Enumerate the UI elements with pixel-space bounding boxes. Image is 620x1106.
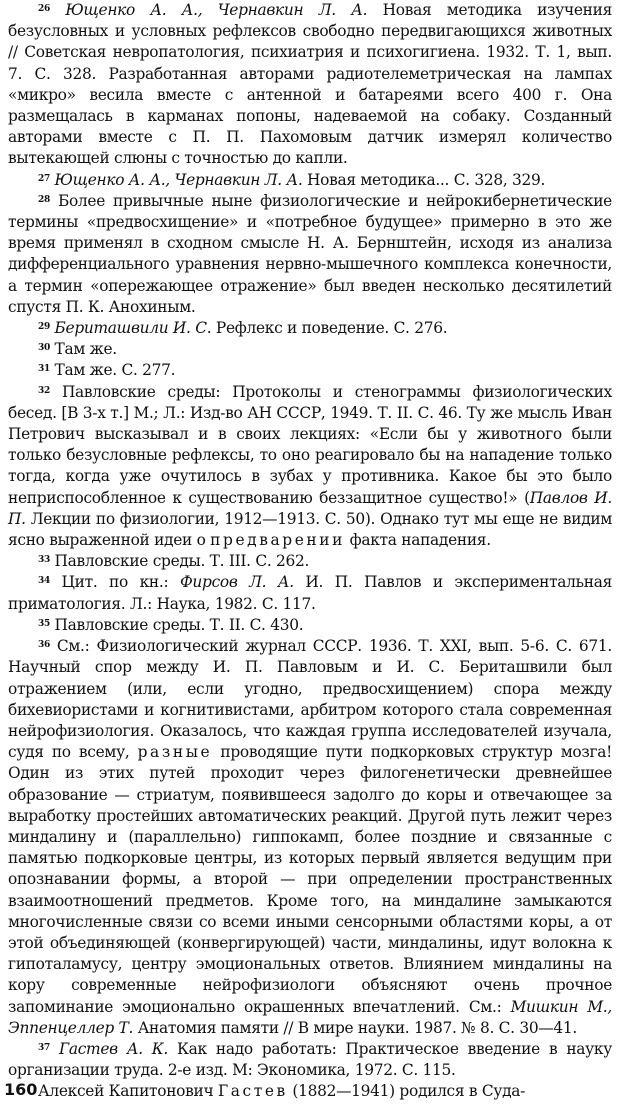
footnote-text: проводящие пути подкорковых структур мозга! Один из этих путей проходит через филогенетически древнейшее образование — стриатум, появившееся задолго до коры и отвечающее за выработку простейших автоматических реакций. Другой путь лежит через миндалину и (параллельно) гиппокамп, более поздние и связанные с памятью подкорковые центры, из которых первый является ведущим при опознавании формы, а второй — при определении пространственных взаимоотношений предметов. Кроме того, на миндалине замыкаются многочисленные связи со всеми иными сенсорными областями коры, а от этой объединяющей (конвергирующей) части, миндалины, идут волокна к гипоталамусу, центру эмоциональных ответов. Влиянием миндалины на кору современные нейрофизиологи объясняют очень прочное запоминание эмоционально окрашенных впечатлений. См.: (8, 743, 613, 1016)
footnote-author: Павлов И. П. (8, 488, 612, 528)
footnote-number: 30 (38, 343, 50, 354)
footnote-26 (8, 0, 612, 170)
footnote-text: Анатомия памяти // В мире науки. 1987. № 8. С. 30—41. (133, 1018, 577, 1037)
footnote-29 (8, 318, 612, 339)
footnote-text: Более привычные ныне физиологические и нейрокибернетические термины «предвосхищение» и «потребное будущее» примерно в это же время применял в сходном смысле Н. А. Бернштейн, исходя из анализа дифференциального уравнения нервно-мышечного комплекса конечности, а термин «опережающее отражение» был введен несколько десятилетий спустя П. К. Анохиным. (8, 191, 612, 316)
footnote-34 (8, 572, 612, 614)
footnote-author: Гастев А. К. (58, 1039, 169, 1058)
footnote-text: факта нападения. (345, 531, 491, 550)
footnote-text: Лекции по физиологии, 1912—1913. С. 50). Однако тут мы еще не видим ясно выраженной идеи о (8, 509, 612, 550)
footnote-number: 36 (38, 640, 50, 651)
footnote-number: 37 (38, 1042, 50, 1053)
paragraph-text: (1882—1941) родился в Суда- (287, 1082, 526, 1101)
footnote-28 (8, 191, 612, 318)
final-paragraph (8, 1081, 612, 1102)
page-number: 160 (4, 1080, 38, 1099)
footnote-number: 29 (38, 322, 50, 333)
footnote-32 (8, 382, 612, 552)
footnote-number: 27 (38, 173, 50, 184)
footnote-text: Там же. (49, 340, 117, 359)
footnote-text: Павловские среды. Т. III. С. 262. (49, 552, 310, 571)
footnote-text: Новая методика... С. 328, 329. (302, 170, 546, 189)
footnote-author: Мишкин М., Эппенцеллер Т. (8, 997, 612, 1037)
footnote-number: 28 (38, 194, 50, 205)
footnote-33 (8, 551, 612, 572)
footnote-author: Ющенко А. А., Чернавкин Л. А. (65, 1, 368, 19)
paragraph-text: Алексей Капитонович (38, 1082, 218, 1101)
footnote-text: Цит. по кн.: (49, 573, 180, 592)
footnote-27 (8, 170, 612, 191)
footnote-text: И. П. Павлов и экспериментальная приматология. Л.: Наука, 1982. С. 117. (8, 573, 612, 613)
footnote-text: Как надо работать: Практическое введение в науку организации труда. 2-е изд. М: Экономика, 1972. С. 115. (8, 1039, 612, 1080)
footnote-text: См.: Физиологический журнал СССР. 1936. Т. XXI, вып. 5-6. С. 671. Научный спор между И. П. Павловым и И. С. Бериташвили был отражением (или, если угодно, предвосхищением) спора между бихевиористами и когнитивистами, арбитром которого стала современная нейрофизиология. Оказалось, что каждая группа исследователей изучала, судя по всему, (8, 637, 612, 762)
footnote-text: Там же. С. 277. (49, 361, 176, 380)
spaced-emphasis: разные (137, 743, 213, 762)
footnote-37 (8, 1039, 612, 1081)
spaced-emphasis: предварении (210, 531, 346, 550)
footnote-number: 35 (38, 618, 50, 629)
footnote-text: Новая методика изучения безусловных и условных рефлексов свободно передвигающихся животных // Советская невропатология, психиатрия и психогигиена. 1932. Т. 1, вып. 7. С. 328. Разработанная авторами радиотелеметрическая на лампах «микро» весила вместе с антенной и батареями всего 400 г. Она размещалась в карманах попоны, надеваемой на собаку. Созданный авторами вместе с П. П. Пахомовым датчик измерял количество вытекающей слюны с точностью до капли. (8, 1, 612, 168)
footnote-31 (8, 360, 612, 381)
footnote-36 (8, 636, 612, 1039)
footnote-35 (8, 615, 612, 636)
footnote-author: Фирсов Л. А. (179, 573, 294, 592)
footnote-text: Павловские среды. Т. II. С. 430. (49, 615, 304, 634)
footnote-text: Рефлекс и поведение. С. 276. (211, 319, 448, 338)
footnote-number: 32 (38, 385, 50, 396)
footnote-text: Павловские среды: Протоколы и стенограммы физиологических бесед. [В 3-х т.] М.; Л.: Изд-во АН СССР, 1949. Т. II. С. 46. Ту же мысль Иван Петрович высказывал и в своих лекциях: «Если бы у животного были только безусловные рефлексы, то оно реагировало бы на нападение только тогда, когда уже очутилось в зубах у противника. Какое бы это было неприспособленное к существованию беззащитное существо!» ( (8, 382, 612, 507)
footnote-author: Ющенко А. А., Чернавкин Л. А. (54, 170, 303, 189)
footnotes (8, 0, 612, 1103)
footnote-30 (8, 339, 612, 360)
footnote-author: Бериташвили И. С. (54, 319, 212, 338)
footnote-number: 34 (38, 576, 50, 587)
footnote-number: 31 (38, 364, 50, 375)
footnote-number: 33 (38, 555, 50, 566)
footnote-number: 26 (38, 4, 50, 14)
spaced-emphasis: Гастев (217, 1082, 288, 1101)
